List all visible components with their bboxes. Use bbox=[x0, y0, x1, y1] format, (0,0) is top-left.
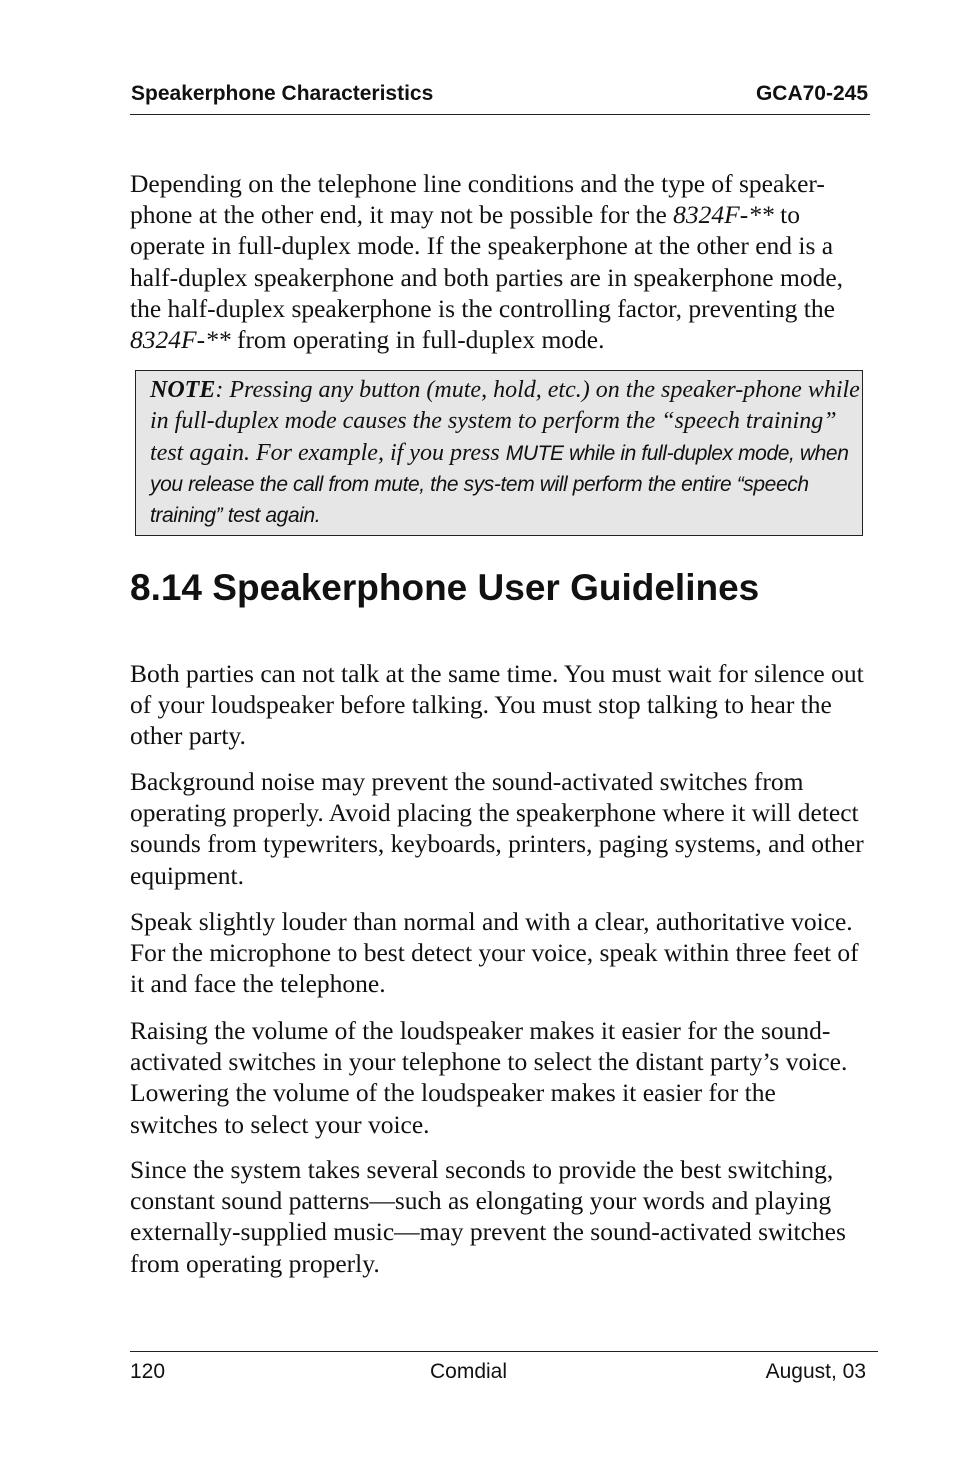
note-text: : Pressing any button (mute, hold, etc.) on the speaker-phone while in full-duplex mode causes the system to perform the “speech training” test again. For example, if you press bbox=[150, 377, 860, 466]
guideline-paragraph: Raising the volume of the loudspeaker makes it easier for the sound-activated switches in your telephone to select the distant party’s voice. Lowering the volume of the loudspeaker makes it easier for the switches to select your voice. bbox=[130, 1016, 848, 1139]
page-header bbox=[130, 80, 870, 115]
header-title: Speakerphone Characteristics bbox=[131, 82, 434, 105]
footer-company: Comdial bbox=[430, 1360, 508, 1383]
section-heading: 8.14 Speakerphone User Guidelines bbox=[130, 567, 760, 608]
note-box bbox=[135, 370, 863, 536]
model-name: 8324F-** bbox=[673, 200, 774, 230]
footer-date: August, 03 bbox=[765, 1360, 866, 1383]
guideline-paragraph: Background noise may prevent the sound-activated switches from operating properly. Avoid placing the speakerphone where it will detect sounds from typewriters, keyboards, printers, paging systems, and other equipment. bbox=[130, 767, 864, 890]
note-label: NOTE bbox=[150, 377, 216, 403]
intro-text-2: to operate in full-duplex mode. If the speakerphone at the other end is a half-duplex speakerphone and both parties are in speakerphone mode, the half-duplex speakerphone is the controlling factor, preventing the bbox=[130, 200, 844, 323]
guideline-paragraph: Speak slightly louder than normal and with a clear, authoritative voice. For the microphone to best detect your voice, speak within three feet of it and face the telephone. bbox=[130, 907, 859, 999]
page-number: 120 bbox=[130, 1360, 166, 1383]
note-text-continued: MUTE while in full-duplex mode, when you release the call from mute, the sys-tem will perform the entire “speech training” test again. bbox=[150, 441, 849, 528]
guideline-paragraph: Both parties can not talk at the same time. You must wait for silence out of your loudspeaker before talking. You must stop talking to hear the other party. bbox=[130, 659, 864, 751]
intro-text-3: from operating in full-duplex mode. bbox=[230, 325, 605, 355]
intro-text-1: Depending on the telephone line conditions and the type of speaker-phone at the other end, it may not be possible for the bbox=[130, 169, 825, 230]
guideline-paragraph: Since the system takes several seconds to provide the best switching, constant sound patterns—such as elongating your words and playing externally-supplied music—may prevent the sound-activated switches from operating properly. bbox=[130, 1155, 846, 1278]
intro-paragraph bbox=[130, 168, 865, 355]
model-name: 8324F-** bbox=[130, 325, 231, 355]
header-doc-id: GCA70-245 bbox=[755, 82, 868, 105]
page-footer bbox=[130, 1351, 878, 1392]
